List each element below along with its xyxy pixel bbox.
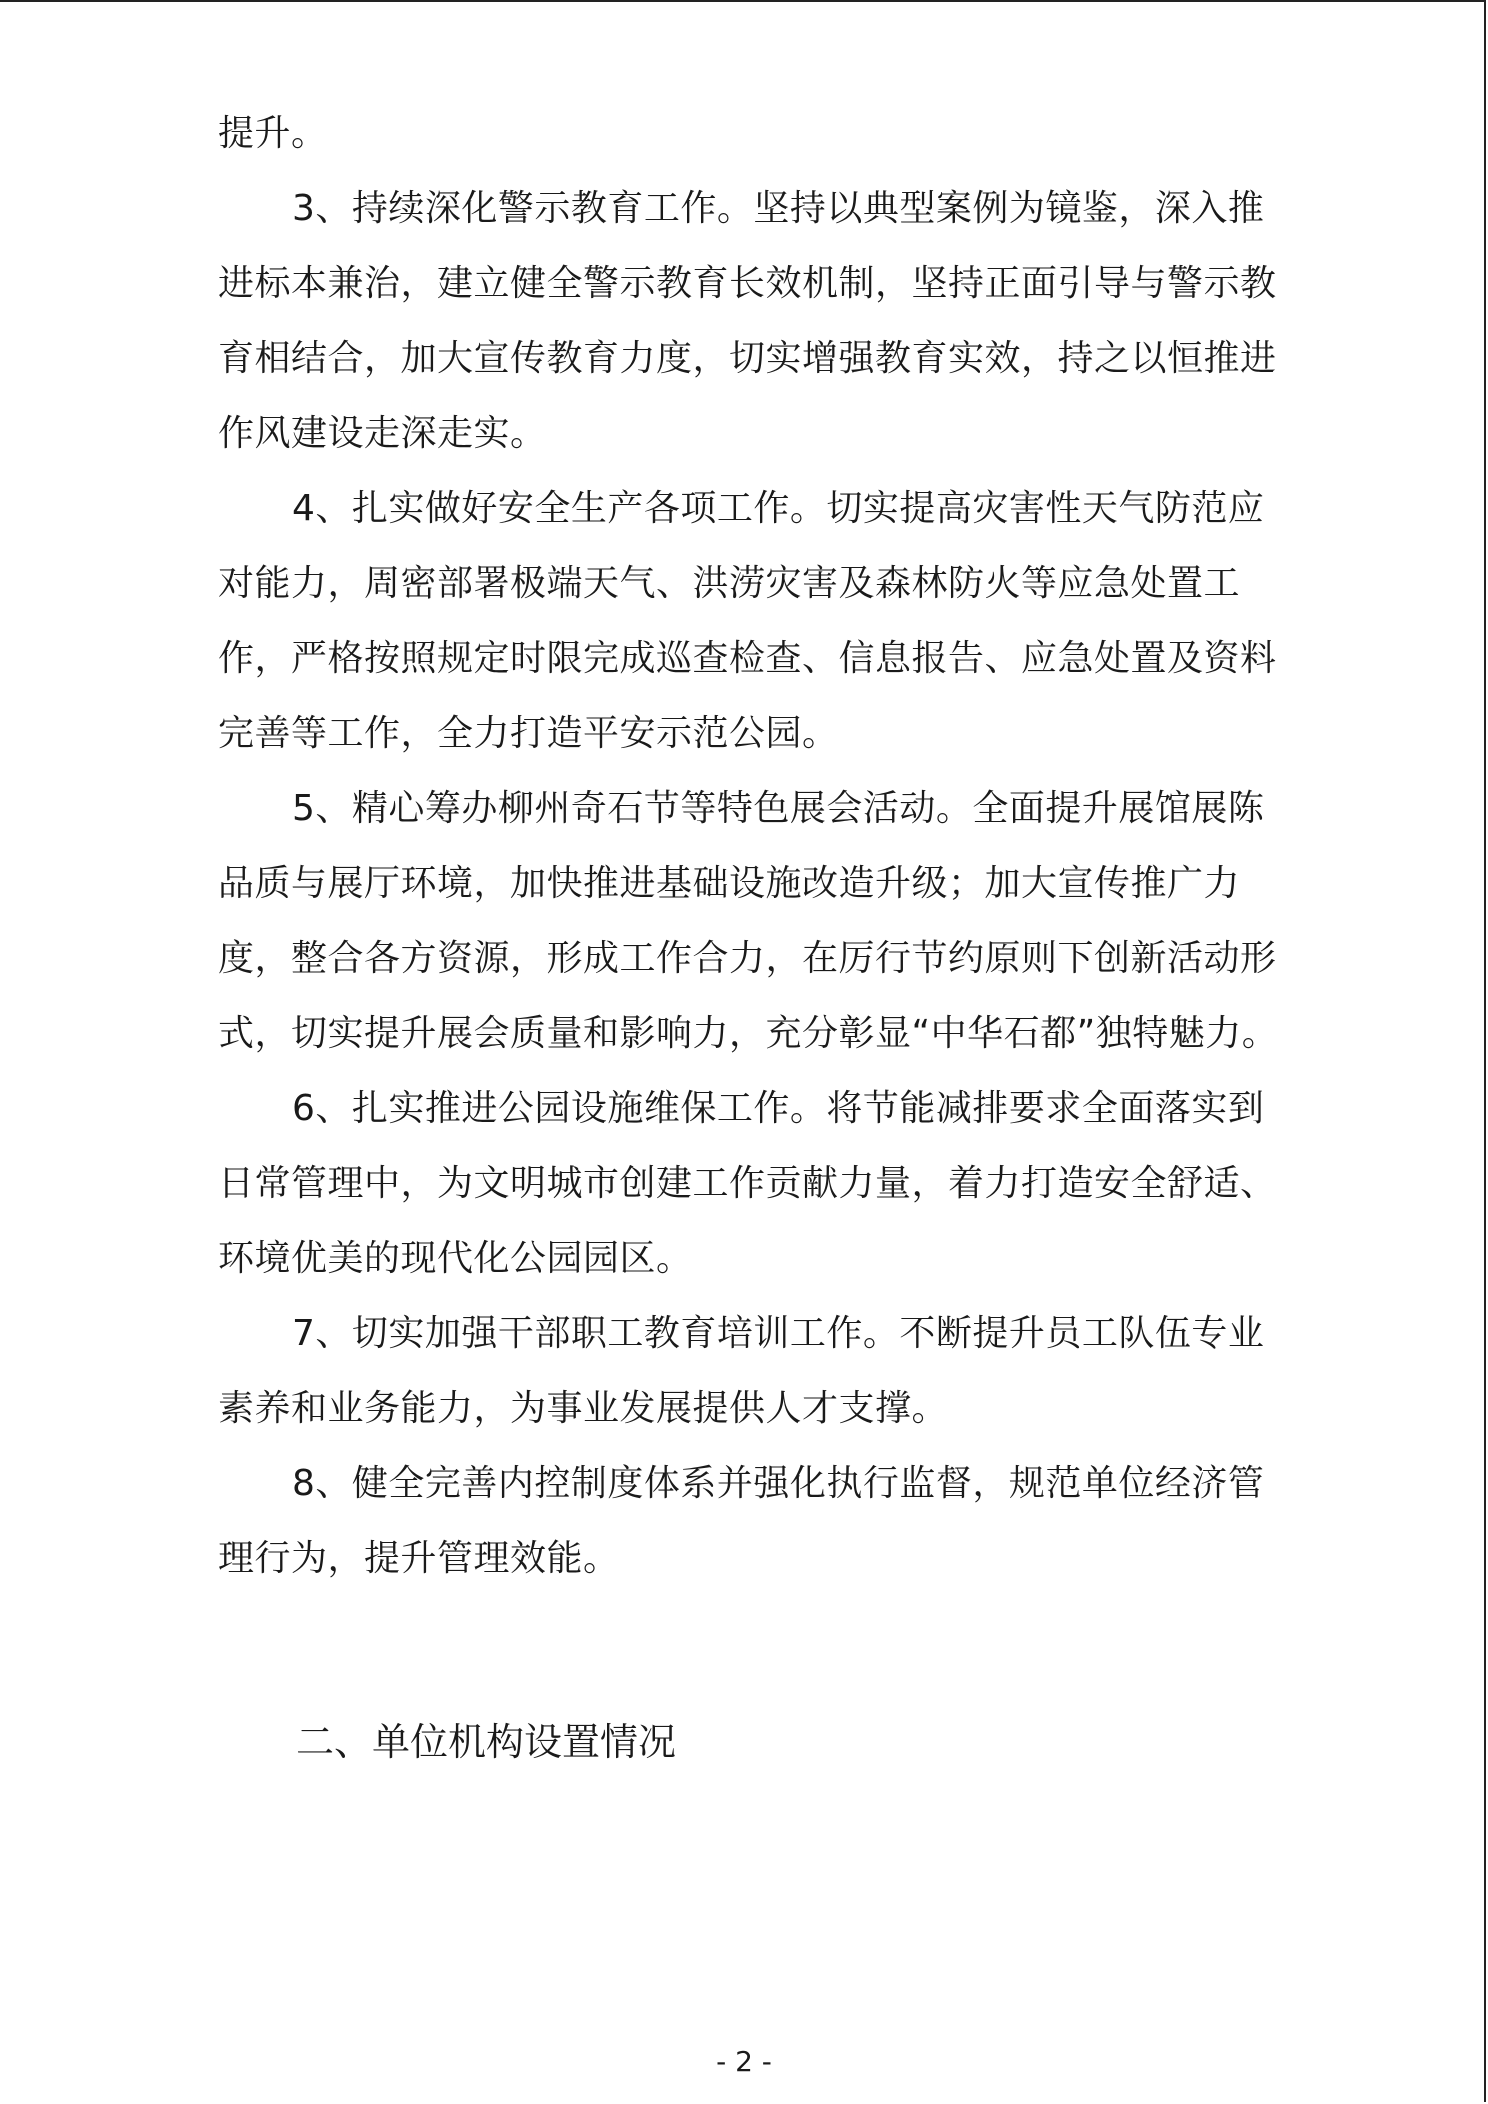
- paragraph-item-3: 3、持续深化警示教育工作。坚持以典型案例为镜鉴，深入推进标本兼治，建立健全警示教育长效机制，坚持正面引导与警示教育相结合，加大宣传教育力度，切实增强教育实效，持之以恒推进作风建设走深走实。: [218, 188, 1277, 454]
- document-body: [218, 96, 1286, 1596]
- paragraph-item-6: 6、扎实推进公园设施维保工作。将节能减排要求全面落实到日常管理中，为文明城市创建工作贡献力量，着力打造安全舒适、环境优美的现代化公园园区。: [218, 1088, 1277, 1279]
- paragraph-continuation: 提升。: [218, 113, 328, 154]
- section-heading: 二、单位机构设置情况: [296, 1720, 677, 1764]
- paragraph-item-5: 5、精心筹办柳州奇石节等特色展会活动。全面提升展馆展陈品质与展厅环境，加快推进基础设施改造升级；加大宣传推广力度，整合各方资源，形成工作合力，在厉行节约原则下创新活动形式，切实提升展会质量和影响力，充分彰显“中华石都”独特魅力。: [218, 788, 1279, 1054]
- paragraph-item-7: 7、切实加强干部职工教育培训工作。不断提升员工队伍专业素养和业务能力，为事业发展提供人才支撑。: [218, 1313, 1265, 1429]
- paragraph-item-4: 4、扎实做好安全生产各项工作。切实提高灾害性天气防范应对能力，周密部署极端天气、洪涝灾害及森林防火等应急处置工作，严格按照规定时限完成巡查检查、信息报告、应急处置及资料完善等工作，全力打造平安示范公园。: [218, 488, 1277, 754]
- paragraph-item-8: 8、健全完善内控制度体系并强化执行监督，规范单位经济管理行为，提升管理效能。: [218, 1463, 1265, 1579]
- page-number: - 2 -: [716, 2045, 772, 2078]
